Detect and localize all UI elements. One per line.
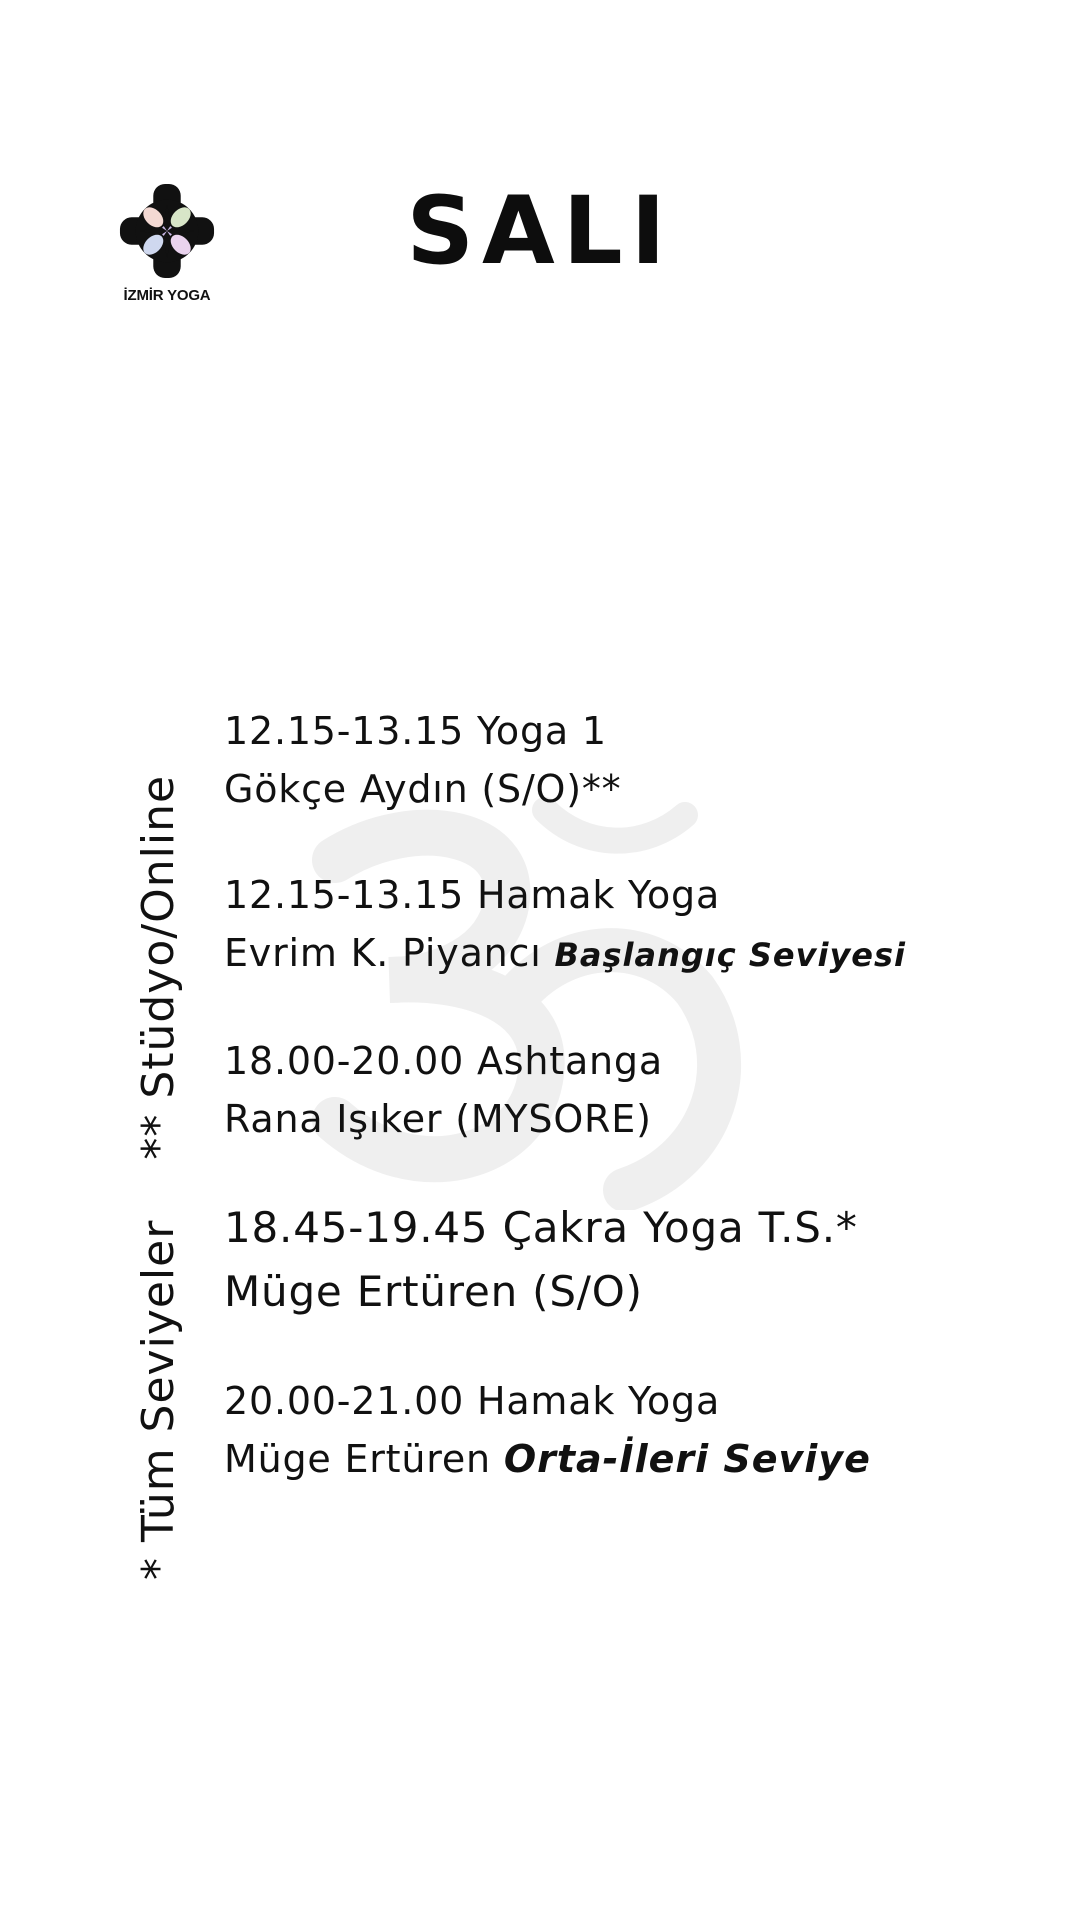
side-legend [133,775,184,1580]
class-instructor: Gökçe Aydın (S/O)** [224,767,622,811]
class-time-title: 18.00-20.00 Ashtanga [224,1039,663,1083]
izmir-yoga-logo [112,182,222,312]
legend-all-levels: * Tüm Seviyeler [133,1219,184,1580]
class-instructor: Evrim K. Piyancı [224,931,542,975]
lotus-logo-icon [118,182,216,280]
class-level: Başlangıç Seviyesi [554,936,907,974]
class-item [224,1372,1044,1488]
legend-studio-online: ** Stüdyo/Online [133,774,184,1160]
class-item [224,1032,1044,1148]
class-time-title: 12.15-13.15 Yoga 1 [224,709,607,753]
page-title: SALI [406,177,674,286]
class-instructor: Müge Ertüren [224,1437,491,1481]
class-instructor: Rana Işıker (MYSORE) [224,1097,652,1141]
class-time-title: 18.45-19.45 Çakra Yoga T.S.* [224,1203,858,1252]
logo-text: İZMİR YOGA [123,287,211,304]
class-item [224,866,1044,984]
class-time-title: 12.15-13.15 Hamak Yoga [224,873,721,917]
class-item [224,1196,1044,1324]
class-level: Orta-İleri Seviye [503,1437,871,1481]
class-item [224,702,1044,818]
class-time-title: 20.00-21.00 Hamak Yoga [224,1379,721,1423]
class-instructor: Müge Ertüren (S/O) [224,1267,643,1316]
class-schedule [224,702,1044,1536]
